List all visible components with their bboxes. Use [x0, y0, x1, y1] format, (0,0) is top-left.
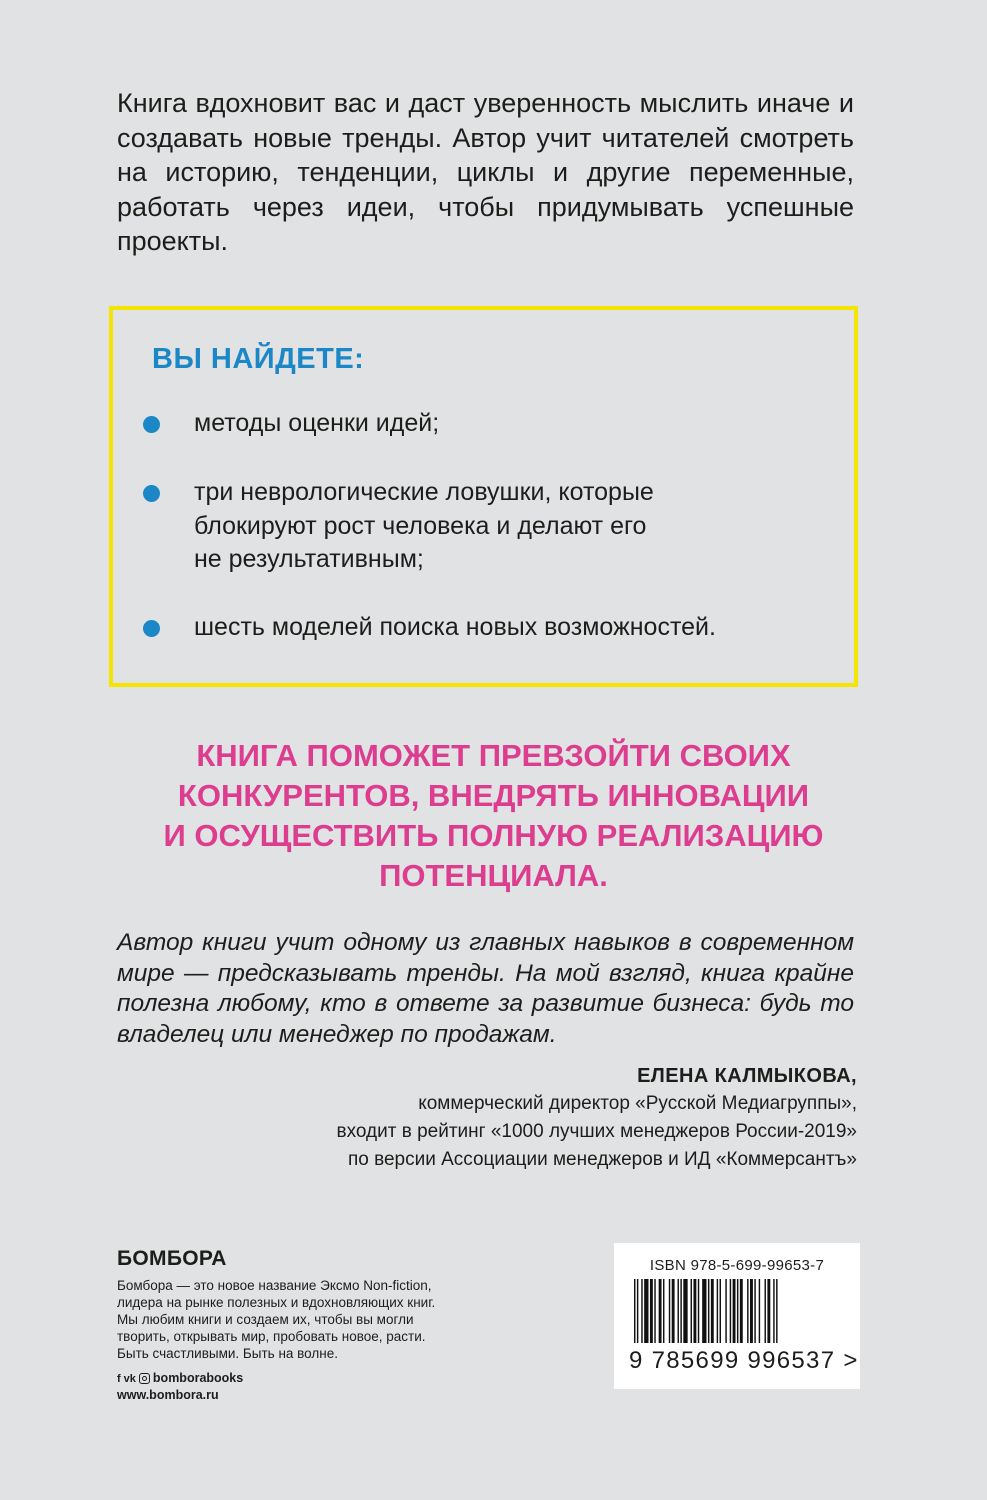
- barcode-stripe: [773, 1279, 774, 1343]
- testimonial-quote: Автор книги учит одному из главных навыков в современном мире — предсказывать тренды. На мой взгляд, книга крайне полезна любому, кто в ответе за развитие бизнеса: будь то владелец или менеджер по продажам.: [117, 929, 854, 1048]
- bullet-dot-icon: [143, 620, 160, 637]
- list-item-text: методы оценки идей;: [194, 409, 440, 437]
- testimonial-attribution: [97, 1062, 857, 1174]
- barcode-stripe: [740, 1279, 743, 1343]
- author-role-line: по версии Ассоциации менеджеров и ИД «Коммерсантъ»: [347, 1149, 857, 1170]
- intro-paragraph: Книга вдохновит вас и даст уверенность мыслить иначе и создавать новые тренды. Автор учит читателей смотреть на историю, тенденции, циклы и другие переменные, работать через идеи, чтобы придумывать успешные проекты.: [117, 88, 854, 256]
- barcode-stripe: [720, 1279, 721, 1343]
- social-handle[interactable]: bomborabooks: [152, 1371, 244, 1385]
- publisher-social: [117, 1370, 243, 1404]
- publisher-website-link[interactable]: www.bombora.ru: [117, 1388, 219, 1402]
- author-role-line: входит в рейтинг «1000 лучших менеджеров России-2019»: [336, 1121, 857, 1142]
- barcode-stripe: [654, 1279, 655, 1343]
- instagram-icon[interactable]: [139, 1373, 150, 1384]
- you-will-find-title: ВЫ НАЙДЕТЕ:: [152, 343, 365, 375]
- barcode-stripe: [680, 1279, 681, 1343]
- publisher-description: Бомбора — это новое название Эксмо Non-fiction, лидера на рынке полезных и вдохновляющих книг. Мы любим книги и создаем их, чтобы вы могли творить, открывать мир, пробовать новое, расти. Быть счастливыми. Быть на волне.: [117, 1278, 436, 1361]
- barcode-stripe: [659, 1279, 662, 1343]
- barcode-stripe: [767, 1279, 770, 1343]
- barcode-stripe: [702, 1279, 706, 1343]
- barcode-stripe: [644, 1279, 648, 1343]
- isbn-number: ISBN 978-5-699-99653-7: [649, 1257, 825, 1274]
- barcode-stripe: [698, 1279, 699, 1343]
- barcode-stripe: [637, 1279, 638, 1343]
- barcode-stripe: [754, 1279, 755, 1343]
- barcode-stripe: [717, 1279, 718, 1343]
- barcode-stripe: [730, 1279, 731, 1343]
- testimonial-author: ЕЛЕНА КАЛМЫКОВА,: [637, 1065, 857, 1087]
- barcode-stripe: [776, 1279, 777, 1343]
- barcode-stripe: [669, 1279, 670, 1343]
- barcode-stripe: [691, 1279, 692, 1343]
- barcode-stripe: [711, 1279, 714, 1343]
- promo-headline: КНИГА ПОМОЖЕТ ПРЕВЗОЙТИ СВОИХ КОНКУРЕНТОВ, ВНЕДРЯТЬ ИННОВАЦИИ И ОСУЩЕСТВИТЬ ПОЛНУЮ РЕАЛИЗАЦИЮ ПОТЕНЦИАЛА.: [163, 738, 824, 893]
- list-item: [143, 407, 833, 441]
- barcode-stripe: [634, 1279, 635, 1343]
- barcode-stripe: [747, 1279, 748, 1343]
- barcode-stripe: [693, 1279, 696, 1343]
- barcode-stripe: [750, 1279, 753, 1343]
- barcode-stripe: [678, 1279, 679, 1343]
- barcode-stripe: [765, 1279, 766, 1343]
- facebook-icon[interactable]: f: [117, 1372, 121, 1385]
- publisher-logo: БОМБОРА: [117, 1247, 227, 1270]
- barcode-stripe: [708, 1279, 709, 1343]
- list-item-text: шесть моделей поиска новых возможностей.: [194, 613, 716, 641]
- barcode-digits: 9 785699 996537 >: [629, 1347, 859, 1374]
- barcode-stripe: [641, 1279, 642, 1343]
- barcode-stripe: [683, 1279, 687, 1343]
- list-item-text: три неврологические ловушки, которые блокируют рост человека и делают его не результативным;: [194, 478, 654, 573]
- barcode-stripe: [737, 1279, 738, 1343]
- you-will-find-box: [109, 306, 858, 687]
- barcode-bars: [634, 1279, 840, 1351]
- barcode-stripe: [733, 1279, 736, 1343]
- barcode-stripe: [672, 1279, 675, 1343]
- isbn-barcode: [614, 1243, 860, 1389]
- barcode-stripe: [725, 1279, 726, 1343]
- list-item: [143, 476, 833, 577]
- author-role-line: коммерческий директор «Русской Медиагруппы»,: [418, 1093, 857, 1114]
- bullet-dot-icon: [143, 416, 160, 433]
- barcode-stripe: [650, 1279, 653, 1343]
- vk-icon[interactable]: vk: [123, 1372, 136, 1385]
- barcode-stripe: [663, 1279, 664, 1343]
- bullet-dot-icon: [143, 485, 160, 502]
- list-item: [143, 611, 833, 645]
- barcode-stripe: [759, 1279, 760, 1343]
